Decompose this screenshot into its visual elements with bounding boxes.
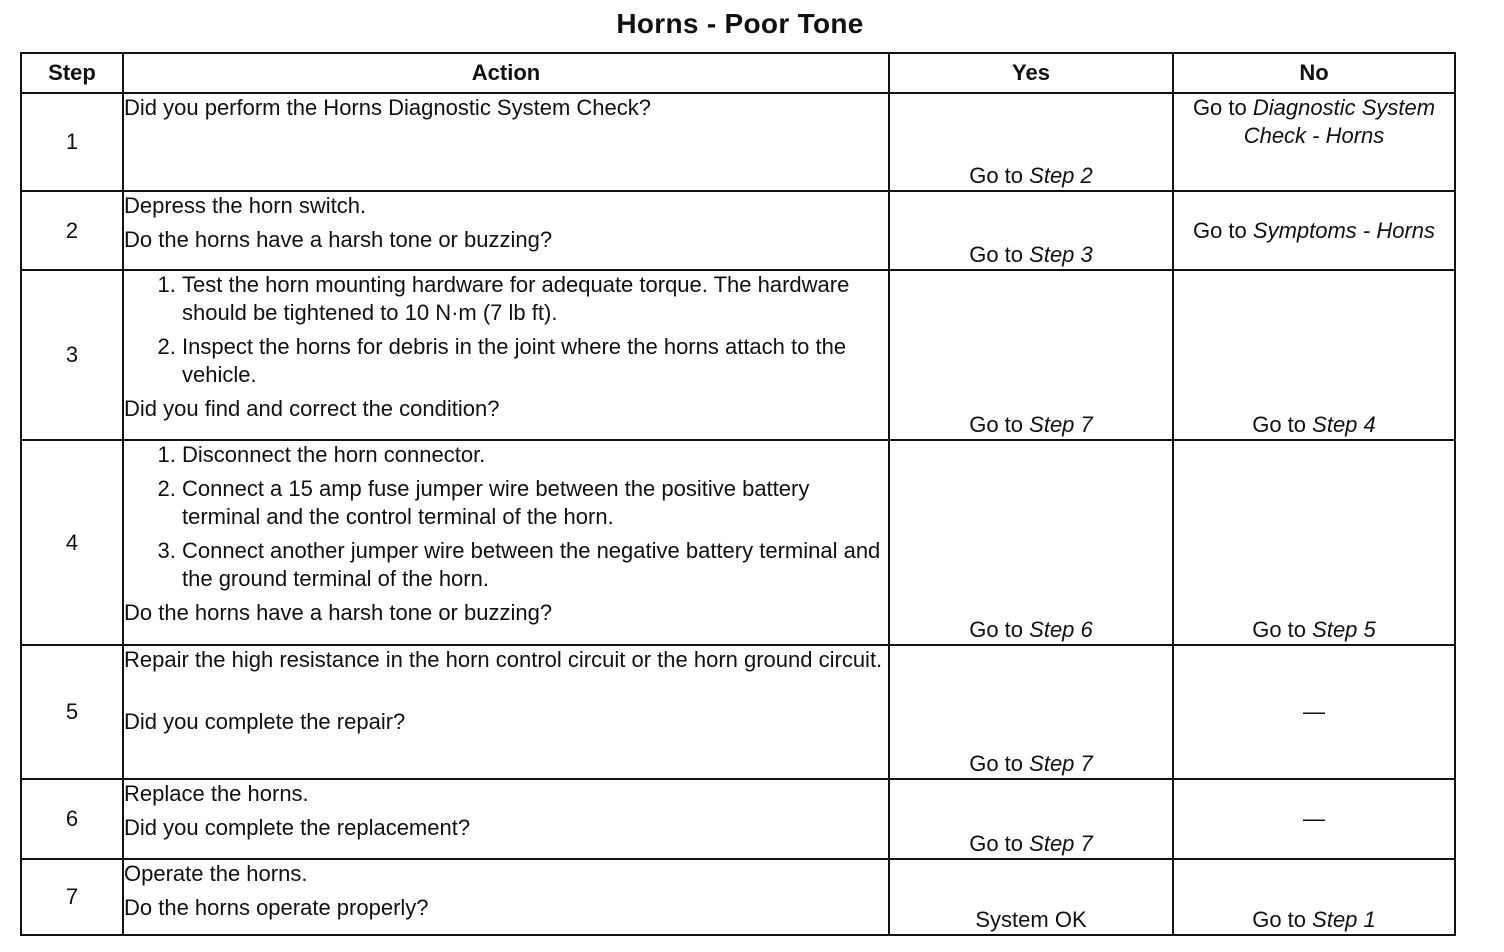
step-number: 5 [21,645,123,779]
action-instruction: Operate the horns. [124,861,308,886]
no-column-header: No [1173,53,1455,93]
step-number: 6 [21,779,123,859]
step-column-header: Step [21,53,123,93]
no-cell [1173,93,1455,191]
action-cell [123,191,889,270]
yes-link[interactable]: Step 7 [1029,412,1093,437]
yes-link[interactable]: Step 7 [1029,751,1093,776]
yes-cell [889,93,1173,191]
action-cell [123,270,889,440]
no-dash: — [1303,699,1325,724]
no-link[interactable]: Diagnostic System Check - Horns [1243,95,1436,148]
list-item: 1. Disconnect the horn connector. [182,441,888,469]
action-cell [123,93,889,191]
no-cell [1173,859,1455,935]
list-item: 2. Connect a 15 amp fuse jumper wire between the positive battery terminal and the control terminal of the horn. [182,475,888,531]
no-link[interactable]: Step 4 [1312,412,1376,437]
go-to-label: Go to [969,412,1024,437]
go-to-label: Go to [1252,907,1307,932]
go-to-label: Go to [969,617,1024,642]
yes-link[interactable]: Step 2 [1029,163,1093,188]
action-question: Do the horns have a harsh tone or buzzing? [124,227,553,252]
step-number: 1 [21,93,123,191]
action-instruction: Replace the horns. [124,781,309,806]
yes-column-header: Yes [889,53,1173,93]
yes-link[interactable]: Step 3 [1029,242,1093,267]
no-cell [1173,191,1455,270]
table-row [21,859,1455,935]
go-to-label: Go to [1192,217,1247,243]
list-item: 2. Inspect the horns for debris in the joint where the horns attach to the vehicle. [182,333,888,389]
action-question: Did you complete the repair? [124,709,406,734]
no-link[interactable]: Symptoms - Horns [1252,217,1436,243]
action-question: Do the horns operate properly? [124,895,429,920]
step-number: 2 [21,191,123,270]
yes-cell [889,779,1173,859]
action-question: Did you perform the Horns Diagnostic System Check? [124,95,651,120]
no-cell [1173,440,1455,645]
action-question: Did you find and correct the condition? [124,396,500,421]
yes-cell [889,191,1173,270]
diagnostic-table [20,52,1456,936]
page-title: Horns - Poor Tone [616,8,864,39]
action-question: Do the horns have a harsh tone or buzzing? [124,600,553,625]
action-cell [123,440,889,645]
go-to-label: Go to [1252,617,1307,642]
yes-cell [889,859,1173,935]
table-row [21,270,1455,440]
action-instruction: Repair the high resistance in the horn control circuit or the horn ground circuit. [124,647,883,672]
no-cell [1173,779,1455,859]
go-to-label: Go to [1252,412,1307,437]
go-to-label: Go to [969,831,1024,856]
table-row [21,440,1455,645]
list-item: 1. Test the horn mounting hardware for adequate torque. The hardware should be tightened to 10 N·m (7 lb ft). [182,271,888,327]
table-row [21,93,1455,191]
go-to-label: Go to [969,751,1024,776]
step-number: 7 [21,859,123,935]
action-column-header: Action [123,53,889,93]
go-to-label: Go to [1192,95,1247,120]
no-link[interactable]: Step 5 [1312,617,1376,642]
table-row [21,645,1455,779]
yes-cell [889,270,1173,440]
step-number: 4 [21,440,123,645]
table-row [21,191,1455,270]
no-dash: — [1303,806,1325,831]
no-cell [1173,645,1455,779]
step-number: 3 [21,270,123,440]
yes-link[interactable]: Step 6 [1029,617,1093,642]
header-row [21,53,1455,93]
yes-cell [889,645,1173,779]
action-cell [123,779,889,859]
list-item: 3. Connect another jumper wire between the negative battery terminal and the ground terminal of the horn. [182,537,888,593]
no-link[interactable]: Step 1 [1312,907,1376,932]
action-steps-list [124,441,888,593]
yes-link[interactable]: Step 7 [1029,831,1093,856]
go-to-label: Go to [969,242,1024,267]
action-instruction: Depress the horn switch. [124,193,367,218]
action-cell [123,645,889,779]
action-question: Did you complete the replacement? [124,815,471,840]
go-to-label: Go to [969,163,1024,188]
yes-cell [889,440,1173,645]
yes-result: System OK [975,907,1087,932]
no-cell [1173,270,1455,440]
action-cell [123,859,889,935]
action-steps-list [124,271,888,389]
table-row [21,779,1455,859]
